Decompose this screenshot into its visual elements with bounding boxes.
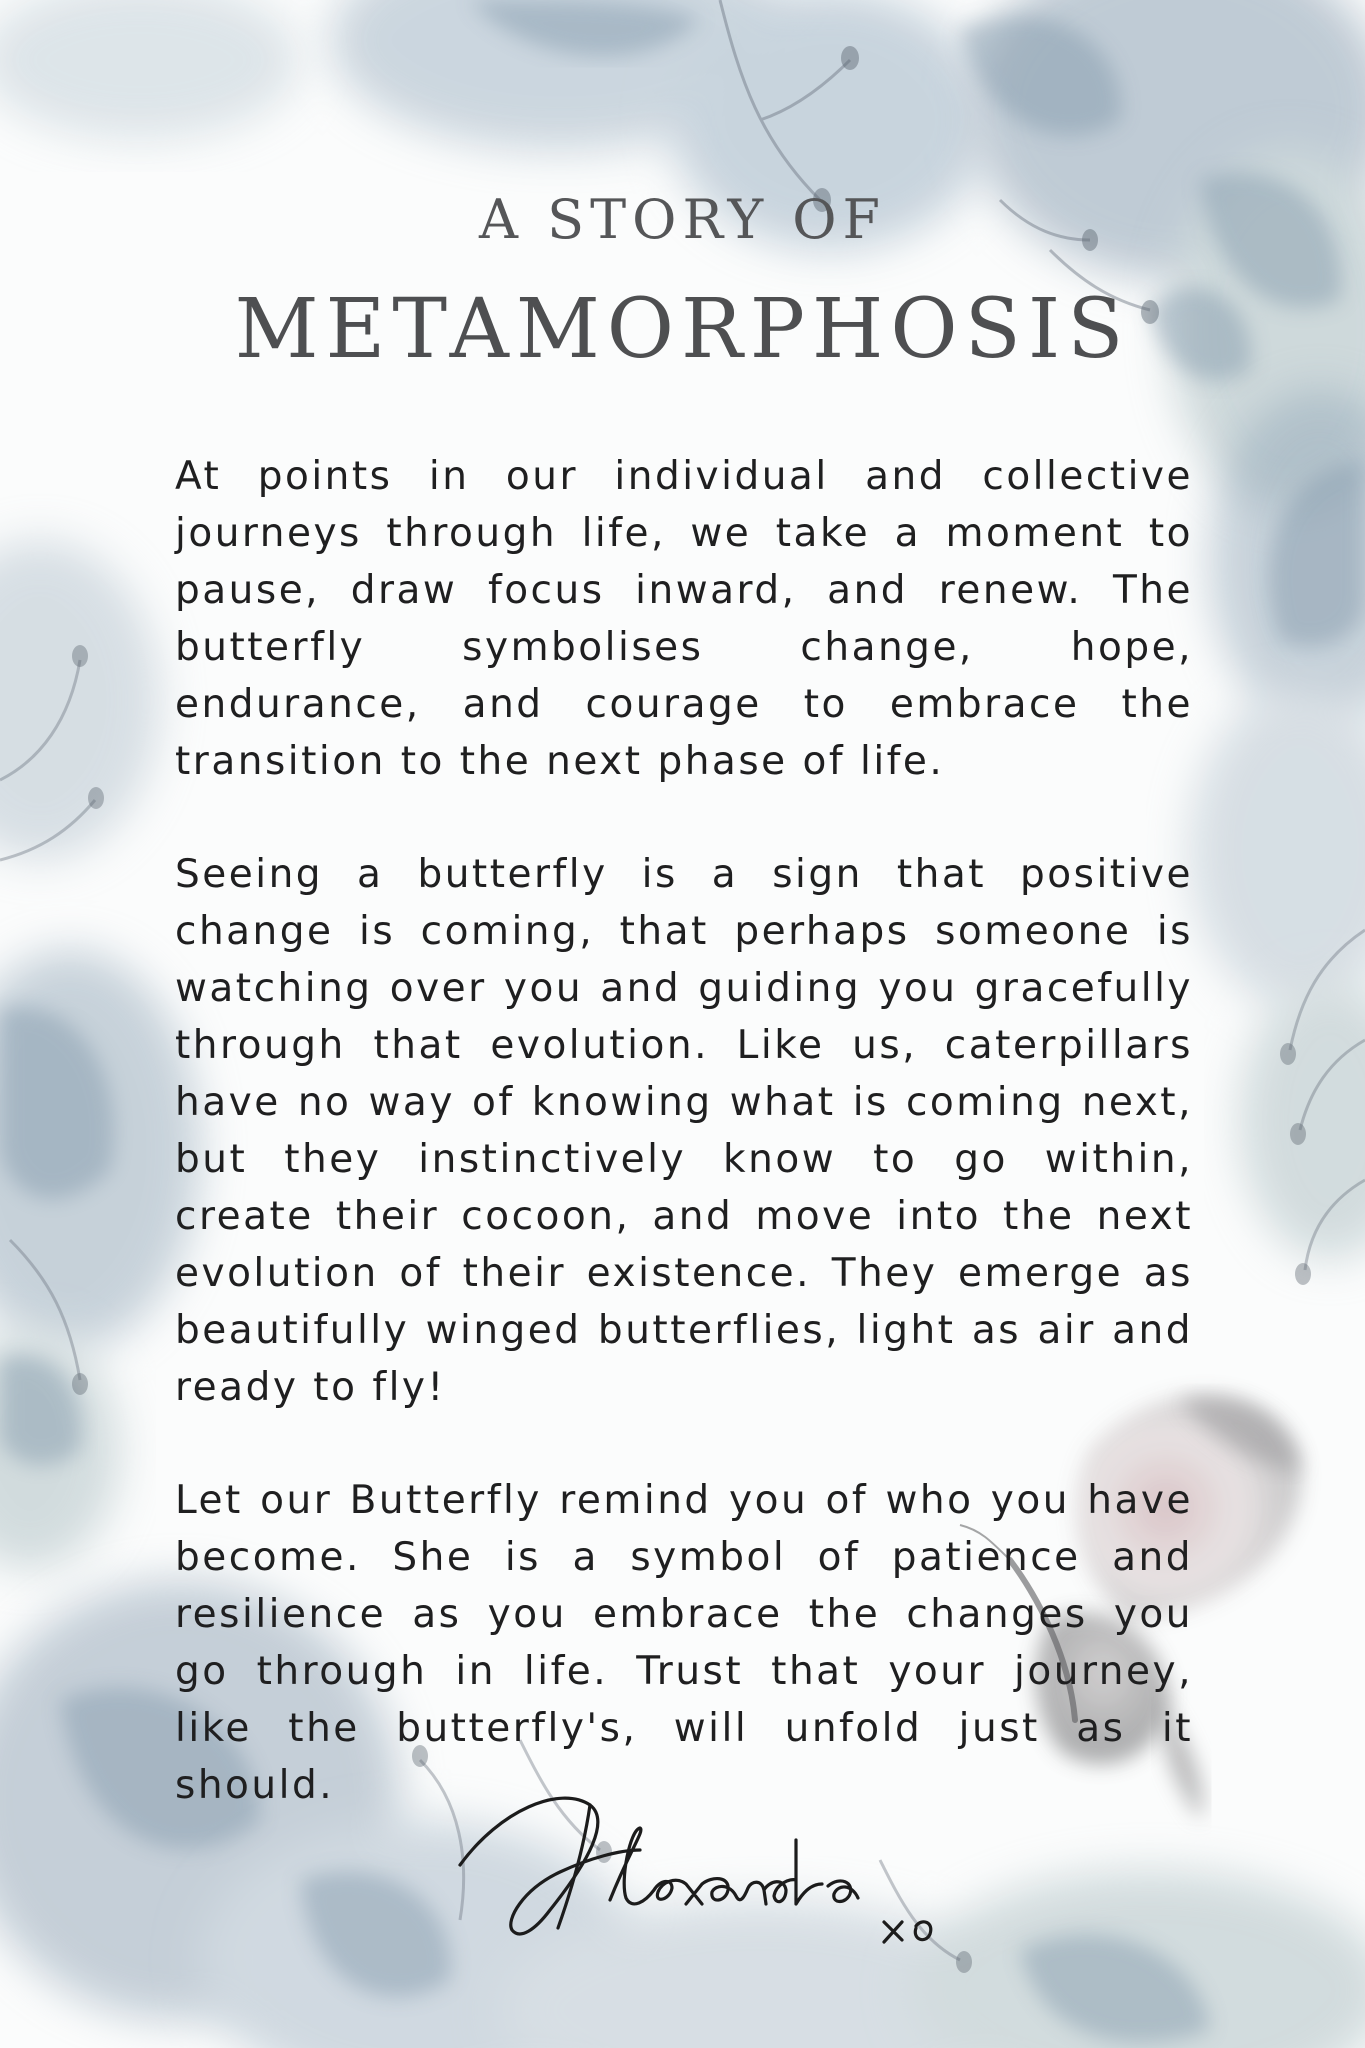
story-title: METAMORPHOSIS [234, 282, 1131, 377]
story-paragraph: At points in our individual and collective journeys through life, we take a moment to pause, draw focus inward, and renew. The butterfly symbolises change, hope, endurance, and courage to embrace the transition to the next phase of life. [175, 454, 1193, 784]
signature-alexandra-xo [440, 1780, 960, 1950]
top-floral-cluster [0, 0, 1365, 510]
story-kicker: A STORY OF [479, 188, 886, 251]
story-body [175, 448, 1193, 1870]
story-paragraph: Seeing a butterfly is a sign that positive change is coming, that perhaps someone is watching over you and guiding you gracefully through that evolution. Like us, caterpillars have no way of knowing what is coming next, but they instinctively know to go within, create their cocoon, and move into the next evolution of their existence. They emerge as beautifully winged butterflies, light as air and ready to fly! [175, 852, 1193, 1410]
story-paragraph: Let our Butterfly remind you of who you have become. She is a symbol of patience and resilience as you embrace the changes you go through in life. Trust that your journey, like the butterfly's, will unfold just as it should. [175, 1478, 1193, 1808]
